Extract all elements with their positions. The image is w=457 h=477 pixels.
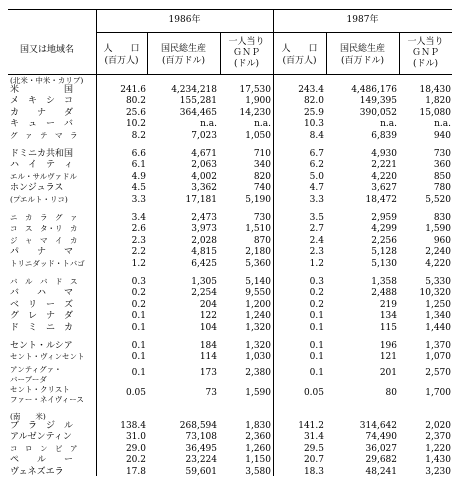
gnp-header-1986: 国民総生産 (百万ドル) <box>160 44 206 66</box>
table-cell: 0.1 <box>309 311 324 322</box>
table-cell: 25.6 <box>125 107 146 118</box>
region-name: セント・クリスト ファー・ネイヴィース <box>10 385 84 405</box>
table-cell: 3,627 <box>371 183 397 194</box>
table-cell: 4,234,218 <box>171 84 217 95</box>
table-cell: 184 <box>199 340 217 351</box>
table-cell: 115 <box>379 323 397 333</box>
table-cell: 1,820 <box>425 96 451 107</box>
table-cell: 4.9 <box>131 171 146 182</box>
year-1986-header: 1986年 <box>168 15 201 25</box>
table-cell: 0.2 <box>309 299 324 310</box>
table-cell: 149,395 <box>359 96 397 107</box>
table-cell: 15,080 <box>419 107 451 118</box>
table-cell: 6,425 <box>191 259 217 269</box>
table-cell: 5,360 <box>245 259 271 269</box>
region-name: エル・サルヴァドル <box>10 171 78 181</box>
table-cell: 1,050 <box>245 131 271 141</box>
table-cell: 1,430 <box>425 455 451 466</box>
table-cell: 4,671 <box>191 148 217 159</box>
table-cell: 2.3 <box>131 235 146 246</box>
table-cell: 31.4 <box>303 432 324 443</box>
table-cell: 3,230 <box>425 467 451 477</box>
table-cell: 2,256 <box>371 235 397 246</box>
table-cell: 1.2 <box>309 259 324 269</box>
table-cell: 2,180 <box>245 247 271 258</box>
region-name: トリニダッド・トバゴ <box>10 259 85 268</box>
table-cell: 18,430 <box>419 84 451 95</box>
table-cell: 960 <box>433 235 451 246</box>
table-cell: 0.1 <box>131 352 146 363</box>
table-cell: 36,495 <box>185 443 217 454</box>
table-cell: 1,070 <box>425 352 451 363</box>
table-cell: 2.7 <box>309 224 324 235</box>
table-cell: 4,220 <box>425 259 451 269</box>
table-cell: 10.2 <box>125 119 146 130</box>
table-cell: 780 <box>433 183 451 194</box>
table-cell: 0.1 <box>309 323 324 333</box>
table-cell: 8.2 <box>131 131 146 141</box>
table-cell: 23,224 <box>185 455 217 466</box>
table-cell: 1.2 <box>131 259 146 269</box>
table-cell: 10,320 <box>419 288 451 299</box>
table-cell: 31.0 <box>125 432 146 443</box>
region-name: ヴェネズエラ <box>10 467 64 477</box>
region-name: コ ス タ・リ カ <box>10 224 78 234</box>
region-name: ド ミ ニ カ <box>10 323 74 333</box>
table-cell: 1,200 <box>245 299 271 310</box>
table-cell: 1,320 <box>245 340 271 351</box>
table-cell: 2,254 <box>191 288 217 299</box>
table-cell: 1,590 <box>245 388 271 399</box>
region-name: ブ ラ ジ ル <box>10 420 74 431</box>
region-header: 国又は地域名 <box>20 45 75 55</box>
table-cell: 4,220 <box>371 171 397 182</box>
region-name: ペ ル ー <box>10 455 74 466</box>
table-cell: 390,052 <box>359 107 397 118</box>
table-cell: 241.6 <box>120 84 146 95</box>
table-cell: 314,642 <box>359 420 397 431</box>
region-name: ジ ャ マ イ カ <box>10 235 78 245</box>
table-cell: 1,440 <box>425 323 451 333</box>
population-header-1986: 人 口 (百万人) <box>103 44 140 66</box>
table-cell: 29,682 <box>365 455 397 466</box>
table-cell: 1,900 <box>245 96 271 107</box>
table-cell: 204 <box>199 299 217 310</box>
table-cell: 4,930 <box>371 148 397 159</box>
table-cell: 340 <box>253 160 271 171</box>
table-cell: 5,330 <box>425 276 451 287</box>
table-cell: 173 <box>199 367 217 378</box>
table-cell: 2,488 <box>371 288 397 299</box>
region-name: アンティグァ・ バーブーダ <box>10 364 62 384</box>
table-cell: 4,815 <box>191 247 217 258</box>
table-cell: 2.2 <box>131 247 146 258</box>
table-cell: 0.3 <box>309 276 324 287</box>
table-cell: 4.5 <box>131 183 146 194</box>
region-name: バ ハ マ <box>10 288 74 299</box>
per-capita-header-1986: 一人当り ＧＮＰ (ドル) <box>228 37 265 69</box>
table-cell: 268,594 <box>179 420 217 431</box>
table-cell: 3.5 <box>309 212 324 223</box>
table-cell: 3,973 <box>191 224 217 235</box>
table-cell: 710 <box>253 148 271 159</box>
table-cell: 2.6 <box>131 224 146 235</box>
table-cell: 121 <box>379 352 397 363</box>
table-cell: 0.05 <box>303 388 324 399</box>
gnp-header-1987: 国民総生産 (百万ドル) <box>339 44 385 66</box>
table-cell: 122 <box>199 311 217 322</box>
table-cell: 740 <box>253 183 271 194</box>
table-cell: 138.4 <box>120 420 146 431</box>
table-cell: 2,020 <box>425 420 451 431</box>
table-cell: 1,150 <box>245 455 271 466</box>
table-cell: 20.2 <box>125 455 146 466</box>
region-name: ニ カ ラ グ ァ <box>10 212 78 222</box>
table-cell: 80 <box>385 388 397 399</box>
table-cell: 1,030 <box>245 352 271 363</box>
table-cell: 3,580 <box>245 467 271 477</box>
table-cell: 2,380 <box>245 367 271 378</box>
table-cell: 0.1 <box>131 340 146 351</box>
table-cell: 7,023 <box>191 131 217 141</box>
population-header-1987: 人 口 (百万人) <box>281 44 318 66</box>
table-cell: 29.5 <box>303 443 324 454</box>
table-cell: 2.3 <box>309 247 324 258</box>
region-name: グ ァ テ マ ラ <box>10 131 78 140</box>
table-top-border <box>8 9 452 10</box>
table-cell: 48,241 <box>365 467 397 477</box>
table-cell: 830 <box>433 212 451 223</box>
table-cell: 2,221 <box>371 160 397 171</box>
table-cell: 1,320 <box>245 323 271 333</box>
table-cell: 80.2 <box>125 96 146 107</box>
region-name: ドミニカ共和国 <box>10 148 74 159</box>
table-cell: 6.1 <box>131 160 146 171</box>
table-cell: 6.6 <box>131 148 146 159</box>
table-cell: 1,510 <box>245 224 271 235</box>
table-cell: 0.1 <box>309 340 324 351</box>
table-cell: 1,250 <box>425 299 451 310</box>
table-cell: 0.2 <box>131 288 146 299</box>
table-cell: 155,281 <box>179 96 217 107</box>
region-name: コ ロ ン ビ ア <box>10 443 78 453</box>
table-cell: 5,520 <box>425 195 451 205</box>
table-cell: 141.2 <box>298 420 324 431</box>
table-cell: 3.3 <box>131 195 146 205</box>
table-cell: 730 <box>253 212 271 223</box>
table-cell: 730 <box>433 148 451 159</box>
table-cell: n.a. <box>434 119 451 130</box>
region-name: セント・ルシア <box>10 340 73 351</box>
table-cell: 10.3 <box>303 119 324 130</box>
table-cell: n.a. <box>254 119 271 130</box>
table-cell: 20.7 <box>303 455 324 466</box>
table-cell: 8.4 <box>309 131 324 141</box>
region-name: グ レ ナ ダ <box>10 311 74 322</box>
region-name: アルゼンティン <box>10 432 72 443</box>
table-cell: 1,220 <box>425 443 451 454</box>
region-name: キ ュ ー バ <box>10 119 74 130</box>
table-cell: 0.1 <box>131 367 146 378</box>
table-cell: 5.0 <box>309 171 324 182</box>
table-cell: 9,550 <box>245 288 271 299</box>
region-name: メ キ シ コ <box>10 96 74 107</box>
table-cell: 82.0 <box>303 96 324 107</box>
table-cell: 2,570 <box>425 367 451 378</box>
region-name: ハ イ テ ィ <box>10 160 74 171</box>
table-cell: 364,465 <box>179 107 217 118</box>
table-cell: 4,486,176 <box>351 84 397 95</box>
table-cell: 219 <box>379 299 397 310</box>
table-cell: 1,240 <box>245 311 271 322</box>
table-cell: 14,230 <box>239 107 271 118</box>
table-cell: 0.2 <box>309 288 324 299</box>
table-cell: 1,830 <box>245 420 271 431</box>
table-cell: 17.8 <box>125 467 146 477</box>
table-cell: 0.3 <box>131 276 146 287</box>
region-name: ホンジュラス <box>10 183 64 194</box>
table-cell: 1,358 <box>371 276 397 287</box>
table-cell: 940 <box>433 131 451 141</box>
group-label: (北米・中米・カリブ) <box>10 76 84 85</box>
table-cell: 5,190 <box>245 195 271 205</box>
table-cell: 2,959 <box>371 212 397 223</box>
table-cell: 1,700 <box>425 388 451 399</box>
table-cell: 2,028 <box>191 235 217 246</box>
region-name: (プエルト・リコ) <box>10 195 68 204</box>
table-cell: 820 <box>253 171 271 182</box>
table-cell: 0.1 <box>309 352 324 363</box>
table-cell: 1,370 <box>425 340 451 351</box>
table-cell: 2,063 <box>191 160 217 171</box>
table-cell: 2,473 <box>191 212 217 223</box>
table-cell: 2,240 <box>425 247 451 258</box>
region-name: セント・ヴィンセント <box>10 352 85 362</box>
region-name: カ ナ ダ <box>10 107 74 118</box>
year-1987-header: 1987年 <box>346 15 379 25</box>
table-cell: 3.4 <box>131 212 146 223</box>
table-cell: 6.2 <box>309 160 324 171</box>
header-bottom-line <box>8 74 452 75</box>
table-cell: 3.3 <box>309 195 324 205</box>
table-cell: 36,027 <box>365 443 397 454</box>
table-cell: 104 <box>199 323 217 333</box>
region-name: ベ リ ー ズ <box>10 299 74 310</box>
table-cell: 73,108 <box>185 432 217 443</box>
table-cell: 850 <box>433 171 451 182</box>
table-cell: 201 <box>379 367 397 378</box>
table-cell: 870 <box>253 235 271 246</box>
region-name: パ ナ マ <box>10 247 74 258</box>
table-cell: 5,140 <box>245 276 271 287</box>
table-cell: 29.0 <box>125 443 146 454</box>
table-cell: 3,362 <box>191 183 217 194</box>
table-cell: 4,002 <box>191 171 217 182</box>
table-cell: n.a. <box>380 119 397 130</box>
table-cell: 0.1 <box>131 311 146 322</box>
table-cell: 243.4 <box>298 84 324 95</box>
table-cell: 196 <box>379 340 397 351</box>
table-cell: 2,360 <box>245 432 271 443</box>
table-cell: 4,299 <box>371 224 397 235</box>
group-label: (南 米) <box>10 412 46 421</box>
table-cell: 4.7 <box>309 183 324 194</box>
table-cell: 6.7 <box>309 148 324 159</box>
table-cell: 0.05 <box>125 388 146 399</box>
table-cell: 18.3 <box>303 467 324 477</box>
table-cell: 1,260 <box>245 443 271 454</box>
table-cell: 73 <box>205 388 217 399</box>
table-cell: 17,181 <box>185 195 217 205</box>
table-cell: 360 <box>433 160 451 171</box>
table-cell: 74,490 <box>365 432 397 443</box>
table-cell: 25.9 <box>303 107 324 118</box>
table-cell: 1,340 <box>425 311 451 322</box>
table-cell: 18,472 <box>365 195 397 205</box>
table-cell: 6,839 <box>371 131 397 141</box>
table-cell: 1,590 <box>425 224 451 235</box>
region-name: 米 国 <box>10 84 74 95</box>
region-name: バ ル バ ド ス <box>10 276 78 286</box>
table-cell: 0.2 <box>131 299 146 310</box>
table-cell: 59,601 <box>185 467 217 477</box>
table-cell: n.a. <box>200 119 217 130</box>
table-cell: 0.1 <box>309 367 324 378</box>
table-cell: 2,370 <box>425 432 451 443</box>
table-cell: 134 <box>379 311 397 322</box>
table-cell: 0.1 <box>131 323 146 333</box>
table-cell: 1,305 <box>191 276 217 287</box>
per-capita-header-1987: 一人当り ＧＮＰ (ドル) <box>407 37 444 69</box>
table-cell: 2.4 <box>309 235 324 246</box>
table-cell: 5,130 <box>371 259 397 269</box>
table-cell: 17,530 <box>239 84 271 95</box>
table-cell: 5,128 <box>371 247 397 258</box>
table-cell: 114 <box>199 352 217 363</box>
